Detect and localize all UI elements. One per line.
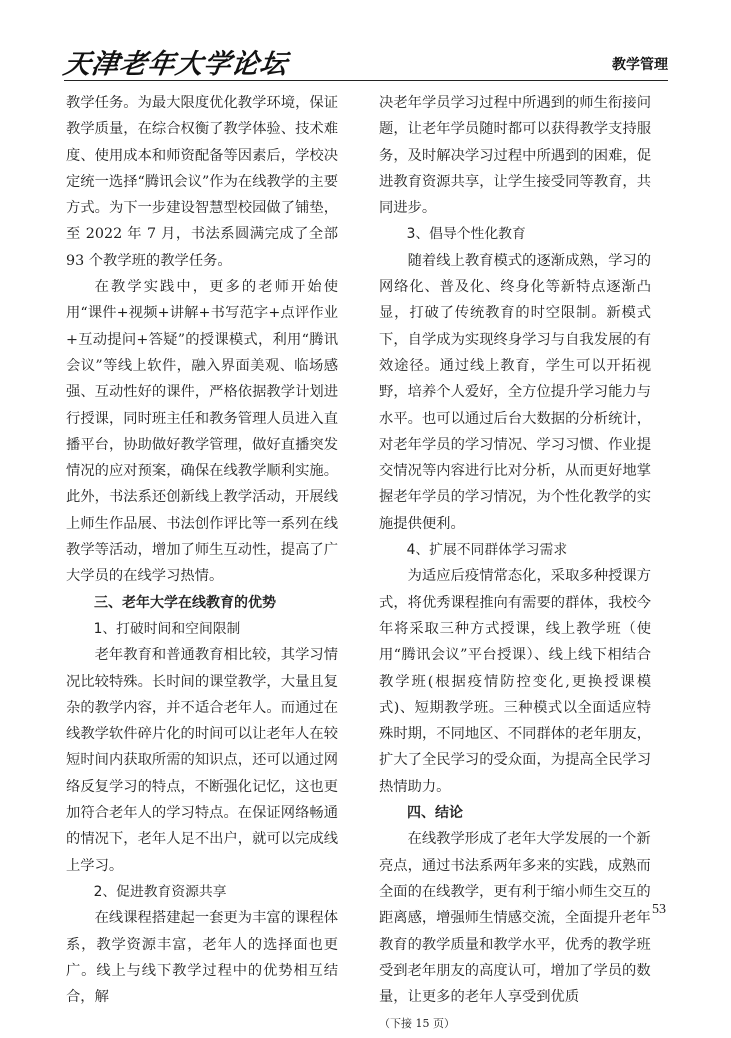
paragraph: 老年教育和普通教育相比较，其学习情况比较特殊。长时间的课堂教学，大量且复杂的教学内容，并不适合老年人。而通过在线教学软件碎片化的时间可以让老年人在较短时间内获取所需的知识点，还可以通过网络反复学习的特点，不断强化记忆，这也更加符合老年人的学习特点。在保证网络畅通的情况下，老年人足不出户，就可以完成线上学习。 [66,647,338,874]
header-rule [64,80,668,81]
paragraph: 在线课程搭建起一套更为丰富的课程体系，教学资源丰富，老年人的选择面也更广。线上与线下教学过程中的优势相互结合，解 [66,910,338,1006]
paragraph [379,826,651,1037]
section-heading: 四、结论 [407,805,463,822]
page-header [61,42,668,80]
subsection-heading: 1、打破时间和空间限制 [93,620,241,637]
subsection-heading: 4、扩展不同群体学习需求 [406,542,568,559]
section-heading: 三、老年大学在线教育的优势 [94,594,276,611]
subsection-heading: 2、促进教育资源共享 [93,883,227,900]
section-label: 教学管理 [612,57,668,73]
paragraph-text: 在线教学形成了老年大学发展的一个新亮点，通过书法系两年多来的实践，成熟而全面的在线教学，更有利于缩小师生交互的距离感，增强师生情感交流，全面提升老年教育的教学质量和教学水平，优秀的教学班受到老年朋友的高度认可，增加了学员的数量，让更多的老年人享受到优质 [379,831,651,1006]
continued-note: （下接 15 页） [379,1017,455,1031]
paragraph: 在教学实践中，更多的老师开始使用“课件+视频+讲解+书写范字+点评作业+互动提问+答疑”的授课模式，利用“腾讯会议”等线上软件，融入界面美观、临场感强、互动性好的课件，严格依据教学计划进行授课，同时班主任和教务管理人员进入直播平台，协助做好教学管理，做好直播突发情况的应对预案，确保在线教学顺利实施。此外，书法系还创新线上教学活动，开展线上师生作品展、书法创作评比等一系列在线教学等活动，增加了师生互动性，提高了广大学员的在线学习热情。 [66,279,338,585]
journal-masthead: 天津老年大学论坛 [61,49,290,80]
paragraph: 为适应后疫情常态化，采取多种授课方式，将优秀课程推向有需要的群体，我校今年将采取三种方式授课，线上教学班（使用“腾讯会议”平台授课）、线上线下相结合教学班(根据疫情防控变化,更换授课模式)、短期教学班。三种模式以全面适应特殊时期，不同地区、不同群体的老年朋友，扩大了全民学习的受众面，为提高全民学习热情助力。 [379,568,651,795]
paragraph: 决老年学员学习过程中所遇到的师生衔接问题，让老年学员随时都可以获得教学支持服务，及时解决学习过程中所遇到的困难，促进教育资源共享，让学生接受同等教育，共同进步。 [379,95,651,217]
paragraph: 随着线上教育模式的逐渐成熟，学习的网络化、普及化、终身化等新特点逐渐凸显，打破了传统教育的时空限制。新模式下，自学成为实现终身学习与自我发展的有效途径。通过线上教育，学生可以开拓视野，培养个人爱好，全方位提升学习能力与水平。也可以通过后台大数据的分析统计，对老年学员的学习情况、学习习惯、作业提交情况等内容进行比对分析，从而更好地掌握老年学员的学习情况，为个性化教学的实施提供便利。 [379,252,651,532]
subsection-heading: 3、倡导个性化教育 [406,226,526,243]
right-column [379,90,651,1038]
paragraph: 教学任务。为最大限度优化教学环境，保证教学质量，在综合权衡了教学体验、技术难度、使用成本和师资配备等因素后，学校决定统一选择“腾讯会议”作为在线教学的主要方式。为下一步建设智慧型校园做了铺垫，至 2022 年 7 月，书法系圆满完成了全部 93 个教学班的教学任务。 [66,95,338,269]
page-number: 53 [652,902,666,917]
left-column [66,90,338,1010]
